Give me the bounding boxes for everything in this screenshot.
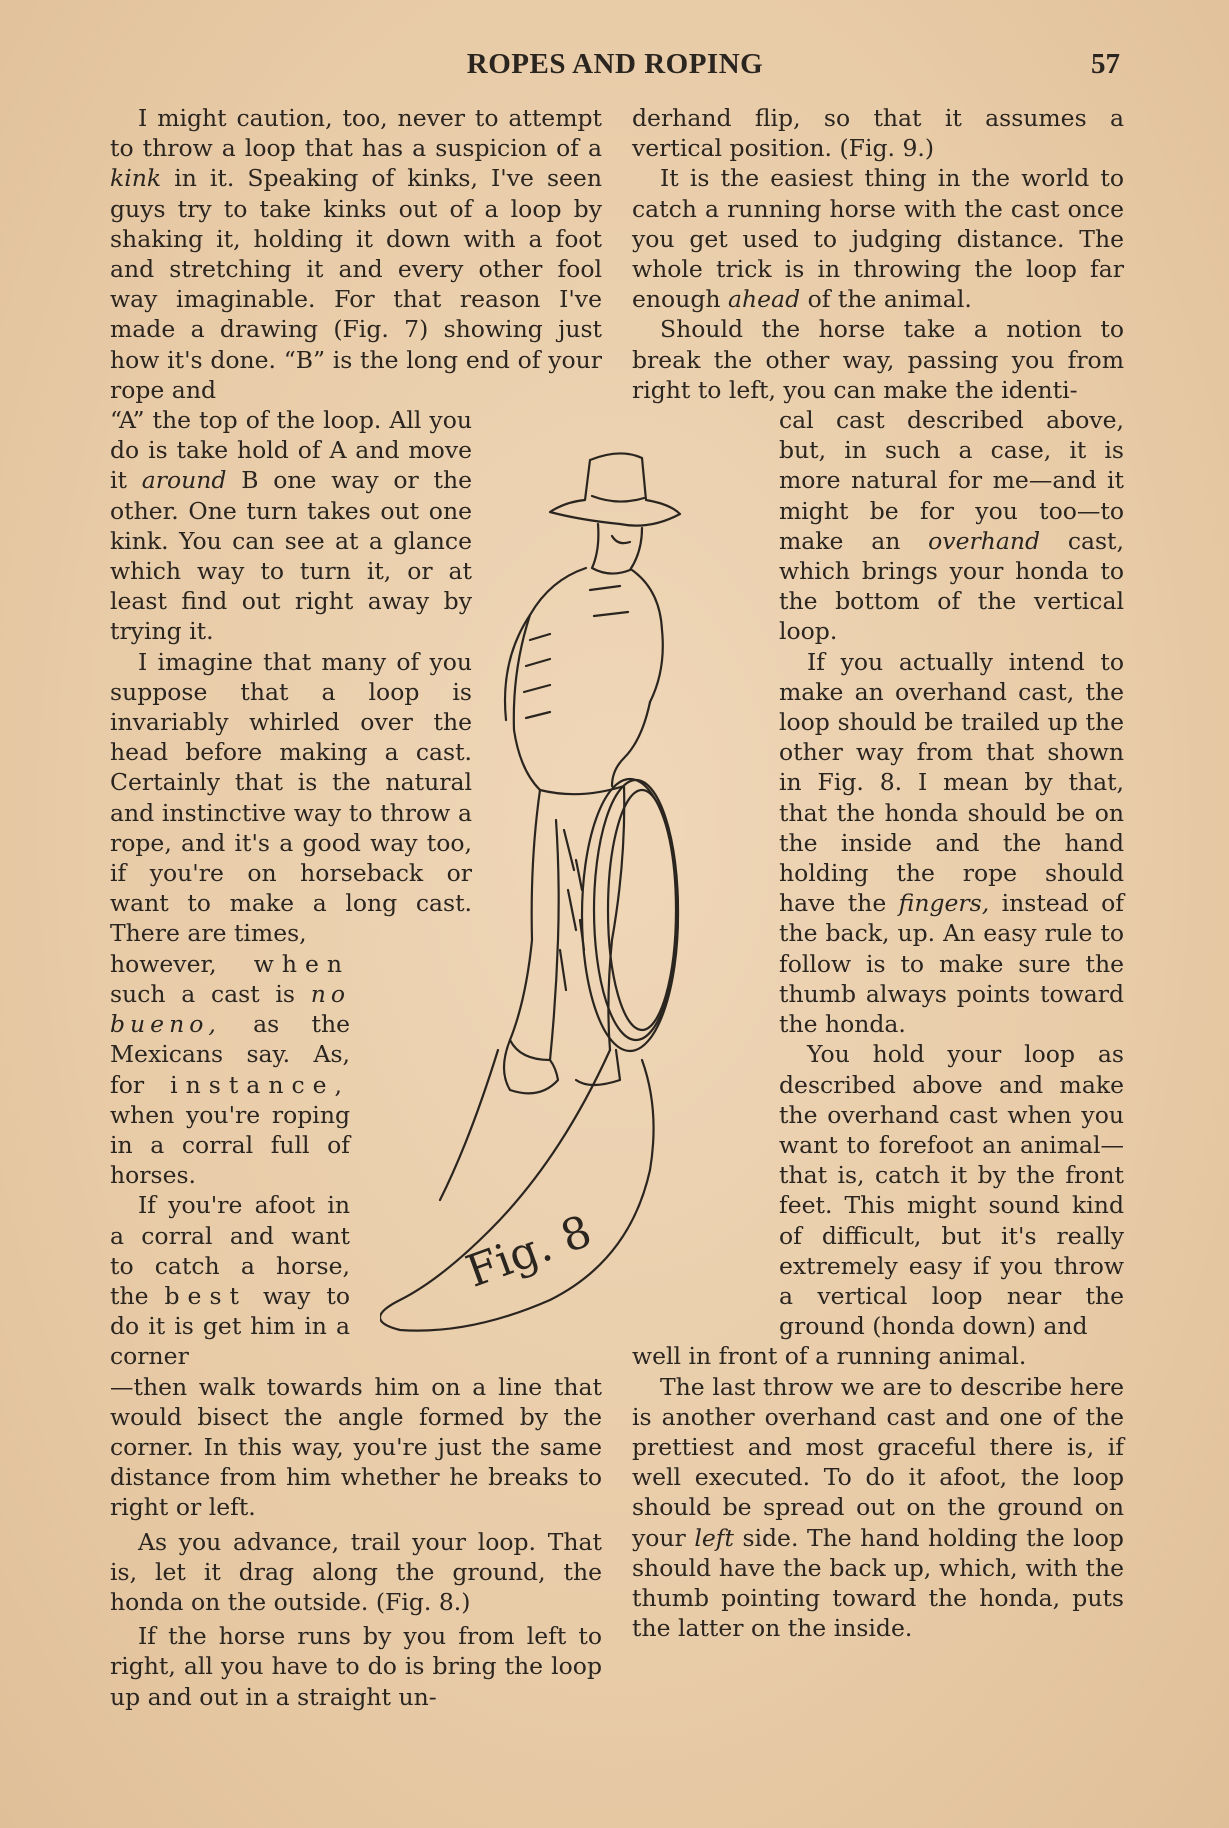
paragraph-corral-cont: —then walk towards him on a line that would bisect the angle formed by the corner. In this way, you're just the same distance from him whether he breaks to right or left. [110, 1372, 602, 1522]
paragraph-other-way: Should the horse take a notion to break the other way, passing you from right to left, you can make the identi- [632, 315, 1124, 404]
emphasis-fingers: fingers, [898, 889, 990, 918]
emphasis-ahead: ahead [728, 285, 801, 314]
paragraph-whirl-cont: however, when such a cast is no bueno, as the Mexicans say. As, for instance, when you're roping in a corral full of horses. [110, 949, 350, 1190]
figure-label: Fig. 8 [459, 1205, 599, 1298]
running-title: ROPES AND ROPING [466, 48, 764, 80]
emphasis-no-bueno: no bueno, [110, 979, 350, 1039]
page-number: 57 [1091, 48, 1120, 80]
emphasis-kink: kink [110, 164, 162, 193]
paragraph-easiest: It is the easiest thing in the world to catch a running horse with the cast once you get used to judging distance. The whole trick is in throwing the loop far enough ahead of the animal. [632, 164, 1124, 314]
cowboy-with-rope-illustration [380, 440, 760, 1400]
paragraph-forefoot-cont: well in front of a running animal. [632, 1342, 1027, 1371]
paragraph-corral: If you're afoot in a corral and want to catch a horse, the best way to do it is get him in a corner [110, 1191, 350, 1371]
emphasis-left: left [694, 1523, 734, 1552]
emphasis-overhand: overhand [928, 526, 1041, 555]
paragraph-kinks-cont: “A” the top of the loop. All you do is take hold of A and move it around B one way or the other. One turn takes out one kink. You can see at a glance which way to turn it, or at least find out right away by trying it. [110, 406, 472, 646]
paragraph-intend: If you actually intend to make an overhand cast, the loop should be trailed up the other way from that shown in Fig. 8. I mean by that, that the honda should be on the inside and the hand holding the rope should have the fingers, instead of the back, up. An easy rule to follow is to make sure the thumb always points toward the honda. [779, 647, 1124, 1039]
paragraph-last-throw: The last throw we are to describe here is another overhand cast and one of the prettiest and most graceful there is, if well executed. To do it afoot, the loop should be spread out on the ground on your left side. The hand holding the loop should have the back up, which, with the thumb pointing toward the honda, puts the latter on the inside. [632, 1372, 1124, 1643]
paragraph-kinks: I might caution, too, never to attempt to throw a loop that has a suspicion of a kink in it. Speaking of kinks, I've seen guys try to take kinks out of a loop by shaking it, holding it down with a foot and stretching it and every other fool way imaginable. For that reason I've made a drawing (Fig. 7) showing just how it's done. “B” is the long end of your rope and [110, 104, 602, 404]
paragraph-other-way-cont: cal cast described above, but, in such a case, it is more natural for me—and it might be for you too—to make an overhand cast, which brings your honda to the bottom of the vertical loop. [779, 406, 1124, 646]
emphasis-around: around [141, 466, 227, 495]
page-header [110, 48, 1120, 88]
paragraph-whirl: I imagine that many of you suppose that a loop is invariably whirled over the head before making a cast. Certainly that is the natural and instinctive way to throw a rope, and it's a good way too, if you're on horseback or want to make a long cast. There are times, [110, 647, 472, 948]
paragraph-advance: As you advance, trail your loop. That is, let it drag along the ground, the honda on the outside. (Fig. 8.) [110, 1527, 602, 1616]
paragraph-left-to-right: If the horse runs by you from left to right, all you have to do is bring the loop up and out in a straight un- [110, 1622, 602, 1711]
paragraph-forefoot: You hold your loop as described above and make the overhand cast when you want to forefoot an animal—that is, catch it by the front feet. This might sound kind of difficult, but it's really extremely easy if you throw a vertical loop near the ground (honda down) and [779, 1040, 1124, 1341]
paragraph-underhand: derhand flip, so that it assumes a vertical position. (Fig. 9.) [632, 104, 1124, 163]
